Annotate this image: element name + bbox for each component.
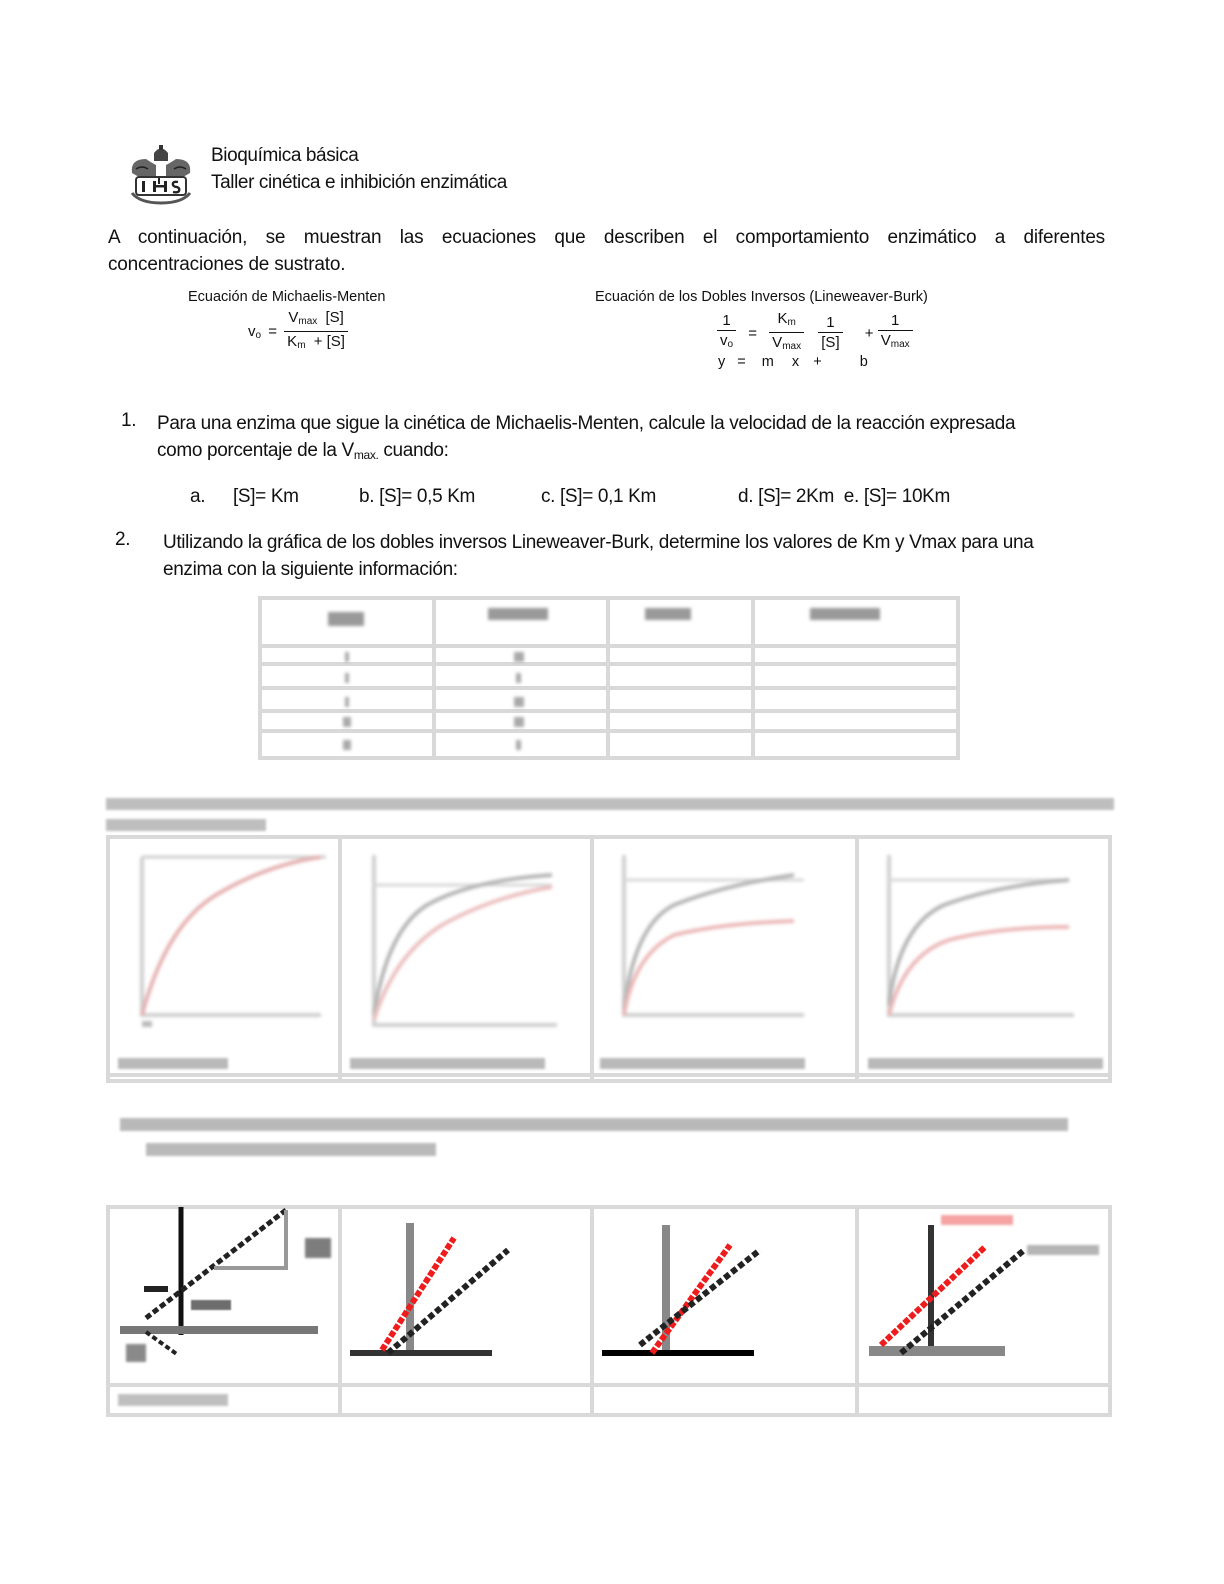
mm-km-sub: m xyxy=(297,340,306,351)
lb-v: v xyxy=(720,332,728,349)
lb-v-sub: o xyxy=(727,339,734,350)
lb-slope-fraction xyxy=(769,311,804,355)
mm-equals: = xyxy=(268,323,277,340)
lb-lhs-fraction xyxy=(717,313,736,353)
linear-x: x xyxy=(791,354,800,370)
lb-plus: + xyxy=(864,324,874,342)
course-title: Bioquímica básica xyxy=(211,145,359,166)
q1-line2-post: cuando: xyxy=(378,440,449,461)
option-d-e: d. [S]= 2Km e. [S]= 10Km xyxy=(738,486,950,507)
question-1-line-1: Para una enzima que sigue la cinética de Michaelis-Menten, calcule la velocidad de la reacción expresada xyxy=(157,413,1016,434)
table-cell xyxy=(343,740,351,750)
lb-x-den: [S] xyxy=(821,334,840,351)
lb-vmax: V xyxy=(772,334,783,351)
question-2-number: 2. xyxy=(115,529,131,550)
table-cell xyxy=(514,652,524,662)
table-cell xyxy=(514,697,524,707)
lb-km-num xyxy=(769,311,804,333)
linear-b: b xyxy=(859,354,868,370)
mm-den-rest: + [S] xyxy=(313,333,345,350)
table-cell xyxy=(516,740,521,750)
table-header-cell xyxy=(810,608,880,620)
table-header-cell xyxy=(328,612,364,626)
mm-km: K xyxy=(287,333,298,350)
intro-paragraph xyxy=(108,224,1105,278)
lineweaver-burk-equation xyxy=(717,311,913,355)
michaelis-menten-title: Ecuación de Michaelis-Menten xyxy=(188,289,386,305)
mm-substrate: [S] xyxy=(325,309,344,326)
lb-plot-no-inhibitor xyxy=(120,1207,331,1362)
intro-line-2: concentraciones de sustrato. xyxy=(108,254,346,275)
linear-form xyxy=(718,354,868,370)
lb-int-den xyxy=(878,331,913,353)
table-header-cell xyxy=(645,608,691,620)
illegible-paragraph xyxy=(104,792,1116,836)
question-1-line-2 xyxy=(157,437,1097,469)
lb-lhs-den xyxy=(717,331,736,353)
linear-y: y xyxy=(718,354,726,370)
mm-plot-noncompetitive xyxy=(889,855,1074,1015)
lb-km-sub: m xyxy=(787,317,796,328)
lb-plots xyxy=(106,1205,1112,1385)
illegible-question-3 xyxy=(110,1112,1070,1160)
mm-vmax: V xyxy=(288,309,299,326)
option-a: [S]= Km xyxy=(233,486,299,507)
lb-intercept-fraction xyxy=(878,313,913,353)
lineweaver-burk-title: Ecuación de los Dobles Inversos (Lineweaver-Burk) xyxy=(595,289,928,305)
table-row xyxy=(262,666,956,690)
question-2-line-2: enzima con la siguiente información: xyxy=(163,559,458,580)
lb-int-vmax: V xyxy=(880,332,891,349)
mm-plot-competitive xyxy=(374,855,557,1025)
option-b: b. [S]= 0,5 Km xyxy=(359,486,476,507)
lb-plot-noncompetitive xyxy=(869,1215,1099,1353)
question-2-line-1: Utilizando la gráfica de los dobles inversos Lineweaver-Burk, determine los valores de Km y Vmax para una xyxy=(163,532,1034,553)
mm-lhs-sub: o xyxy=(255,330,262,341)
table-cell xyxy=(345,652,349,662)
mm-curves xyxy=(106,835,1112,1083)
table-cell xyxy=(345,673,349,683)
lb-x-num: 1 xyxy=(818,315,842,333)
question-2-text xyxy=(163,529,1103,583)
mm-vmax-sub: max xyxy=(298,316,318,327)
michaelis-menten-equation xyxy=(248,310,348,354)
workshop-title: Taller cinética e inhibición enzimática xyxy=(211,172,507,193)
mm-panel-captions xyxy=(110,1056,1110,1072)
option-a-label: a. xyxy=(190,486,206,507)
data-table xyxy=(258,596,960,760)
linear-equals: = xyxy=(737,354,746,370)
lb-x-fraction xyxy=(818,315,842,351)
mm-lhs: v xyxy=(248,323,256,340)
q1-line2-pre: como porcentaje de la V xyxy=(157,440,354,461)
table-cell xyxy=(345,697,349,707)
table-cell xyxy=(343,717,351,727)
lb-lhs-num: 1 xyxy=(717,313,736,331)
lb-int-vmax-sub: max xyxy=(890,339,910,350)
lb-plot-uncompetitive xyxy=(602,1225,760,1353)
option-c: c. [S]= 0,1 Km xyxy=(541,486,656,507)
lb-panel-caption xyxy=(114,1390,234,1410)
mm-plot-uncompetitive xyxy=(624,855,804,1015)
table-row xyxy=(262,713,956,733)
lb-equals: = xyxy=(748,324,757,342)
mm-denominator xyxy=(284,332,348,354)
lb-vmax-den xyxy=(769,333,804,355)
table-row xyxy=(262,690,956,713)
q1-vmax-sub: max. xyxy=(353,448,379,462)
intro-line-1: A continuación, se muestran las ecuaciones que describen el comportamiento enzimático a diferentes xyxy=(108,227,1105,248)
question-1-text xyxy=(157,410,1097,469)
lb-vmax-sub: max xyxy=(782,341,802,352)
lb-km: K xyxy=(777,310,788,327)
linear-m: m xyxy=(761,354,774,370)
university-crest-logo xyxy=(126,143,196,205)
lb-int-num: 1 xyxy=(878,313,913,331)
table-header-cell xyxy=(488,608,548,620)
table-cell xyxy=(514,717,524,727)
mm-numerator xyxy=(284,310,348,332)
table-cell xyxy=(516,673,521,683)
linear-plus: + xyxy=(813,354,822,370)
mm-fraction xyxy=(284,310,348,354)
question-1-number: 1. xyxy=(121,410,137,431)
table-row xyxy=(262,648,956,666)
mm-plot-no-inhibitor xyxy=(142,857,326,1027)
lb-plot-competitive xyxy=(350,1223,508,1353)
